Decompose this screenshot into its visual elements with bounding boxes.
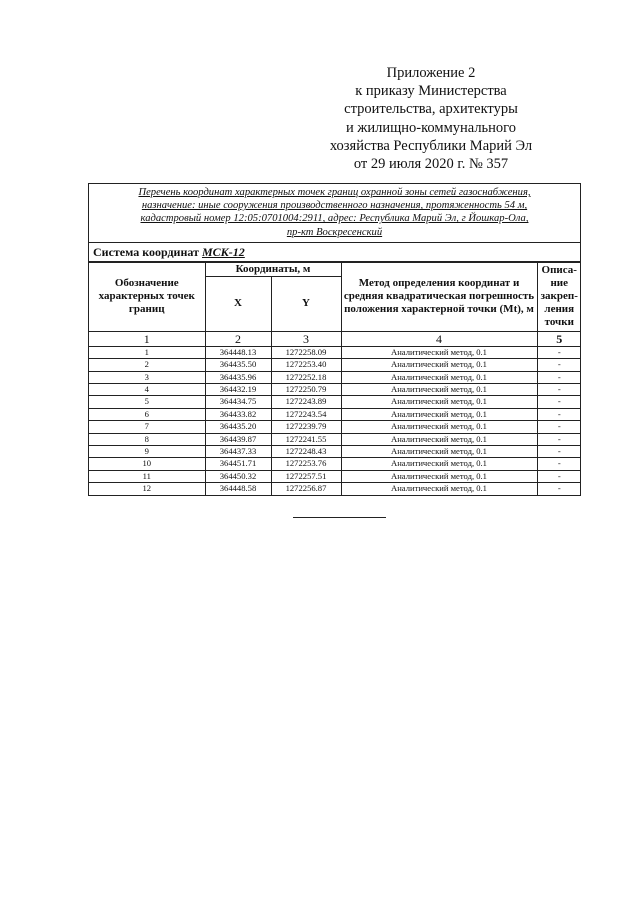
table-row [89,458,581,470]
header-point: Обозначение характерных точек границ [89,262,205,331]
point-number-cell: 6 [89,408,205,420]
description-cell: - [537,359,581,371]
point-number-cell: 5 [89,396,205,408]
caption-line: назначение: иные сооружения производственного назначения, протяженность 54 м, [141,200,528,212]
table-row [89,470,581,482]
coordinates-table [89,262,581,495]
table-row [89,421,581,433]
appendix-header [301,64,561,173]
method-cell: Аналитический метод, 0.1 [341,421,537,433]
x-coordinate-cell: 364435.96 [205,371,271,383]
coordinate-system-value: МСК-12 [201,244,245,259]
header-line: к приказу Министерства [355,83,507,100]
caption-line: пр-кт Воскресенский [286,226,383,238]
column-number: 3 [271,331,341,346]
table-row [89,359,581,371]
header-line: строительства, архитектуры [344,101,518,118]
table-body [89,346,581,494]
coordinates-document [88,183,581,496]
caption-line: Перечень координат характерных точек границ охранной зоны сетей газоснабжения, [138,187,531,198]
table-row [89,396,581,408]
point-number-cell: 7 [89,421,205,433]
separator-line [293,517,386,518]
x-coordinate-cell: 364432.19 [205,384,271,396]
method-cell: Аналитический метод, 0.1 [341,433,537,445]
table-row [89,408,581,420]
y-coordinate-cell: 1272243.54 [271,408,341,420]
coordinate-system-label: Система координат [93,244,199,259]
column-number: 4 [341,331,537,346]
description-cell: - [537,408,581,420]
description-cell: - [537,446,581,458]
header-method: Метод определения координат и средняя квадратическая погрешность положения характерной точки (Mt), м [341,262,537,331]
point-number-cell: 2 [89,359,205,371]
y-coordinate-cell: 1272257.51 [271,470,341,482]
y-coordinate-cell: 1272256.87 [271,483,341,495]
header-line: Приложение 2 [386,65,476,81]
x-coordinate-cell: 364451.71 [205,458,271,470]
x-coordinate-cell: 364450.32 [205,470,271,482]
method-cell: Аналитический метод, 0.1 [341,396,537,408]
point-number-cell: 1 [89,346,205,358]
x-coordinate-cell: 364448.13 [205,346,271,358]
method-cell: Аналитический метод, 0.1 [341,470,537,482]
description-cell: - [537,346,581,358]
y-coordinate-cell: 1272253.40 [271,359,341,371]
y-coordinate-cell: 1272252.18 [271,371,341,383]
header-line: и жилищно-коммунального [345,119,517,136]
description-cell: - [537,421,581,433]
x-coordinate-cell: 364434.75 [205,396,271,408]
description-cell: - [537,458,581,470]
point-number-cell: 3 [89,371,205,383]
header-description: Описа-ние закреп-ления точки [537,262,581,331]
description-cell: - [537,384,581,396]
header-line: хозяйства Республики Марий Эл [329,137,533,154]
y-coordinate-cell: 1272253.76 [271,458,341,470]
table-row [89,483,581,495]
method-cell: Аналитический метод, 0.1 [341,371,537,383]
point-number-cell: 4 [89,384,205,396]
caption-line: кадастровый номер 12:05:0701004:2911, адрес: Республика Марий Эл, г Йошкар-Ола, [140,213,529,225]
method-cell: Аналитический метод, 0.1 [341,346,537,358]
table-row [89,433,581,445]
header-line: от 29 июля 2020 г. № 357 [353,156,509,173]
method-cell: Аналитический метод, 0.1 [341,483,537,495]
method-cell: Аналитический метод, 0.1 [341,458,537,470]
x-coordinate-cell: 364435.20 [205,421,271,433]
x-coordinate-cell: 364435.50 [205,359,271,371]
y-coordinate-cell: 1272258.09 [271,346,341,358]
method-cell: Аналитический метод, 0.1 [341,408,537,420]
point-number-cell: 9 [89,446,205,458]
description-cell: - [537,483,581,495]
description-cell: - [537,470,581,482]
y-coordinate-cell: 1272250.79 [271,384,341,396]
method-cell: Аналитический метод, 0.1 [341,446,537,458]
column-number: 5 [537,331,581,346]
description-cell: - [537,396,581,408]
x-coordinate-cell: 364439.87 [205,433,271,445]
point-number-cell: 8 [89,433,205,445]
table-row [89,384,581,396]
table-row [89,446,581,458]
coordinate-system [89,243,580,262]
table-row [89,346,581,358]
header-coordinates: Координаты, м [205,262,341,276]
method-cell: Аналитический метод, 0.1 [341,384,537,396]
y-coordinate-cell: 1272248.43 [271,446,341,458]
point-number-cell: 12 [89,483,205,495]
x-coordinate-cell: 364448.58 [205,483,271,495]
point-number-cell: 11 [89,470,205,482]
y-coordinate-cell: 1272243.89 [271,396,341,408]
document-caption [89,184,580,243]
table-row [89,371,581,383]
x-coordinate-cell: 364433.82 [205,408,271,420]
column-number: 1 [89,331,205,346]
y-coordinate-cell: 1272239.79 [271,421,341,433]
header-y: Y [271,276,341,331]
description-cell: - [537,433,581,445]
point-number-cell: 10 [89,458,205,470]
y-coordinate-cell: 1272241.55 [271,433,341,445]
method-cell: Аналитический метод, 0.1 [341,359,537,371]
column-number: 2 [205,331,271,346]
description-cell: - [537,371,581,383]
column-numbers-row [89,331,581,346]
x-coordinate-cell: 364437.33 [205,446,271,458]
header-x: X [205,276,271,331]
